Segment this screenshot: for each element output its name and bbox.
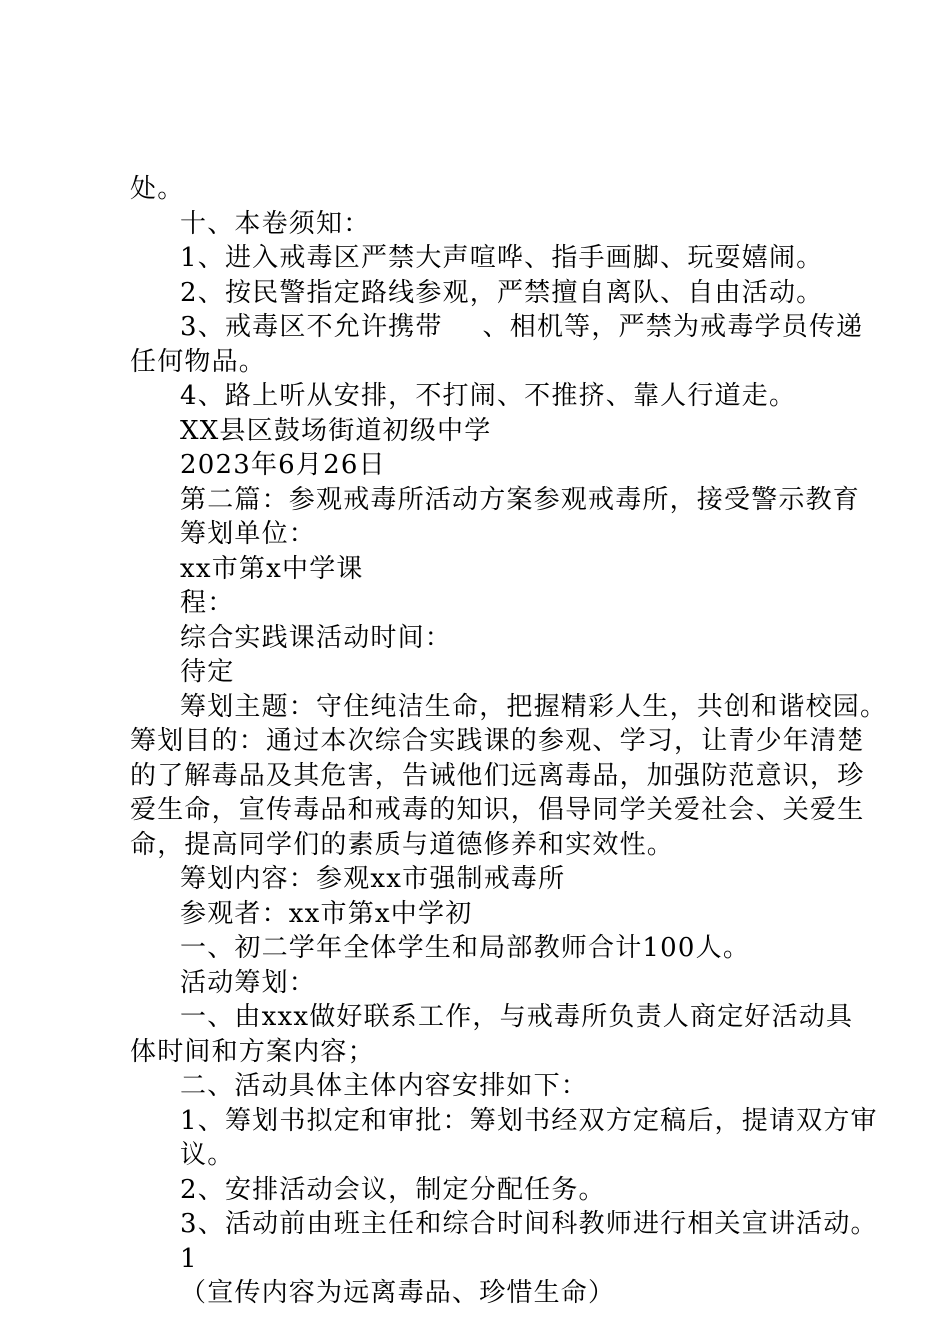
text-line: xx市第x中学课: [180, 553, 364, 584]
text-line: 2、安排活动会议，制定分配任务。: [180, 1174, 606, 1205]
text-segment: 、相机等，严禁为戒毒学员传递: [482, 312, 864, 342]
text-line: 1、进入戒毒区严禁大声喧哗、指手画脚、玩耍嬉闹。: [180, 243, 824, 273]
text-line: 2、按民警指定路线参观，严禁擅自离队、自由活动。: [180, 277, 824, 308]
text-line: 一、由xxx做好联系工作，与戒毒所负责人商定好活动具: [180, 1002, 854, 1032]
text-segment: 3、戒毒区不允许携带: [180, 312, 443, 342]
text-line: 的了解毒品及其危害，告诫他们远离毒品，加强防范意识，珍: [130, 760, 865, 791]
section-heading: 十、本卷须知：: [180, 208, 371, 239]
text-line: 处。: [130, 174, 185, 204]
text-line: 命，提高同学们的素质与道德修养和实效性。: [130, 829, 675, 860]
text-line: 综合实践课活动时间：: [180, 622, 453, 653]
text-line: 一、初二学年全体学生和局部教师合计100人。: [180, 933, 751, 963]
section-title: 第二篇：参观戒毒所活动方案参观戒毒所，接受警示教育: [180, 484, 861, 515]
text-line: 筹划内容：参观xx市强制戒毒所: [180, 864, 566, 894]
text-line: 爱生命，宣传毒品和戒毒的知识，倡导同学关爱社会、关爱生: [130, 795, 865, 825]
text-line: 3、活动前由班主任和综合时间科教师进行相关宣讲活动。: [180, 1209, 878, 1239]
text-line: 筹划目的：通过本次综合实践课的参观、学习，让青少年清楚: [130, 726, 865, 756]
text-line: 体时间和方案内容；: [130, 1036, 375, 1067]
text-line: 程：: [180, 588, 235, 618]
text-line: 二、活动具体主体内容安排如下：: [180, 1071, 589, 1101]
text-line: 1: [180, 1243, 198, 1274]
text-line: 筹划主题：守住纯洁生命，把握精彩人生，共创和谐校园。: [180, 691, 888, 722]
text-line: （宣传内容为远离毒品、珍惜生命）: [180, 1278, 616, 1308]
school-name: XX县区鼓场街道初级中学: [180, 415, 492, 446]
text-line: 待定: [180, 657, 235, 687]
text-line: 任何物品。: [130, 346, 267, 377]
text-line: 参观者：xx市第x中学初: [180, 898, 473, 929]
text-line: 筹划单位：: [180, 519, 317, 549]
document-date: 2023年6月26日: [180, 450, 386, 480]
text-line: 1、筹划书拟定和审批：筹划书经双方定稿后，提请双方审: [180, 1105, 878, 1136]
text-line: 议。: [180, 1140, 235, 1170]
text-line: 活动筹划：: [180, 967, 317, 998]
document-body: [130, 172, 888, 1311]
text-line: [130, 310, 864, 345]
text-line: 4、路上听从安排，不打闹、不推挤、靠人行道走。: [180, 381, 797, 411]
